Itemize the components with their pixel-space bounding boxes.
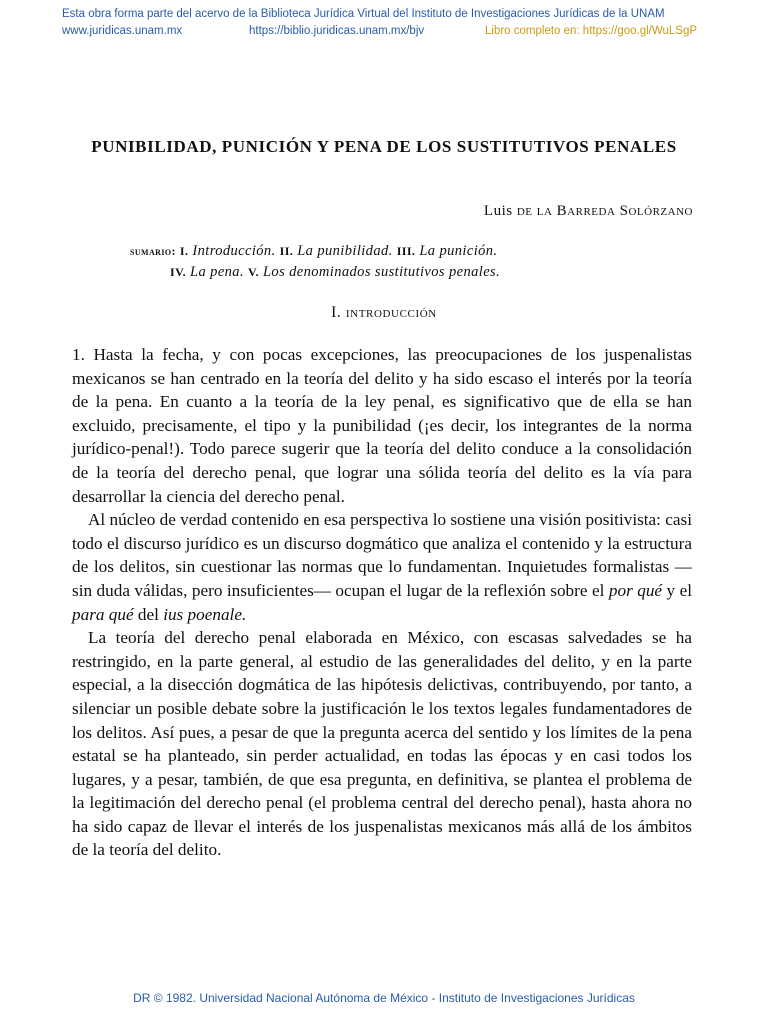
section-title: introducción xyxy=(345,304,437,321)
site-link[interactable]: www.juridicas.unam.mx xyxy=(62,25,183,37)
summary-item-number: I. xyxy=(179,244,189,258)
summary-item-number: V. xyxy=(248,265,259,279)
paragraph: La teoría del derecho penal elaborada en México, con escasas salvedades se ha restringido, en la parte general, al estudio de las generalidades del delito, y en la parte especial, a la disección dogmática de las hipótesis delictivas, contribuyendo, por tanto, a silenciar un posible debate sobre la justificación le los textos legales fundamentadores de los delitos. Así pues, a pesar de que la pregunta acerca del sentido y los límites de la pena estatal se ha planteado, sin perder actualidad, en todas las épocas y en casi todos los lugares, y a pesar, también, de que esa pregunta, en definitiva, se plantea el problema de la legitimación del derecho penal (el problema central del derecho penal), hasta ahora no ha sido capaz de llevar el interés de los juspenalistas mexicanos más allá de los ámbitos de la teoría del delito. xyxy=(72,628,692,860)
italic-term: para qué xyxy=(72,604,134,624)
summary-label: sumario: xyxy=(130,244,176,258)
paragraph: 1. Hasta la fecha, y con pocas excepciones, las preocupaciones de los juspenalistas mexicanos se han centrado en la teoría del delito y ha sido escaso el interés por la teoría de la pena. En cuanto a la teoría de la ley penal, es significativo que de ella se han excluido, precisamente, el tipo y la punibilidad (¡es decir, los integrantes de la norma jurídico-penal!). Todo parece sugerir que la teoría del delito conduce a la consolidación de la teoría del derecho penal, que lograr una sólida teoría del delito es la vía para desarrollar la ciencia del derecho penal. xyxy=(72,345,692,506)
paragraph-text: Al núcleo de verdad contenido en esa perspectiva lo sostiene una visión positivista: casi todo el discurso jurídico es un discurso dogmático que analiza el contenido y la estructura de los delitos, sin cuestionar las normas que lo fundamentan. Inquietudes formalistas —sin duda válidas, pero insuficientes— ocupan el lugar de la reflexión sobre el xyxy=(72,510,692,600)
summary-item-number: IV. xyxy=(170,265,186,279)
book-link[interactable]: Libro completo en: https://goo.gl/WuLSgP xyxy=(485,25,698,37)
bjv-link[interactable]: https://biblio.juridicas.unam.mx/bjv xyxy=(249,25,425,37)
author-name xyxy=(484,203,693,220)
summary-line-1 xyxy=(130,241,640,262)
article-title: PUNIBILIDAD, PUNICIÓN Y PENA DE LOS SUSTITUTIVOS PENALES xyxy=(91,137,677,156)
summary-item-number: II. xyxy=(279,244,294,258)
author-surname: de la Barreda Solórzano xyxy=(516,203,693,219)
summary-item-title: La punición. xyxy=(419,243,498,259)
summary-item-title: Los denominados sustitutivos penales. xyxy=(262,264,501,280)
summary-line-2 xyxy=(130,262,640,283)
summary-item-title: La pena. xyxy=(190,264,244,280)
copyright-footer: DR © 1982. Universidad Nacional Autónoma de México - Instituto de Investigaciones Jurídicas xyxy=(133,991,635,1005)
summary-item-title: La punibilidad. xyxy=(297,243,393,259)
paragraph xyxy=(72,508,692,626)
paragraph-text: y el xyxy=(666,580,693,600)
italic-term: ius poenale. xyxy=(163,604,247,624)
summary-item-number: III. xyxy=(396,244,416,258)
paragraph-text: del xyxy=(137,604,159,624)
summary xyxy=(130,241,640,283)
author-first-name: Luis xyxy=(483,203,513,219)
summary-item-title: Introducción. xyxy=(192,243,276,259)
body-text xyxy=(72,343,692,862)
repository-notice: Esta obra forma parte del acervo de la Biblioteca Jurídica Virtual del Instituto de Investigaciones Jurídicas de la UNAM xyxy=(62,8,665,20)
italic-term: por qué xyxy=(608,580,663,600)
section-number: I. xyxy=(331,304,342,321)
section-heading xyxy=(60,304,708,322)
